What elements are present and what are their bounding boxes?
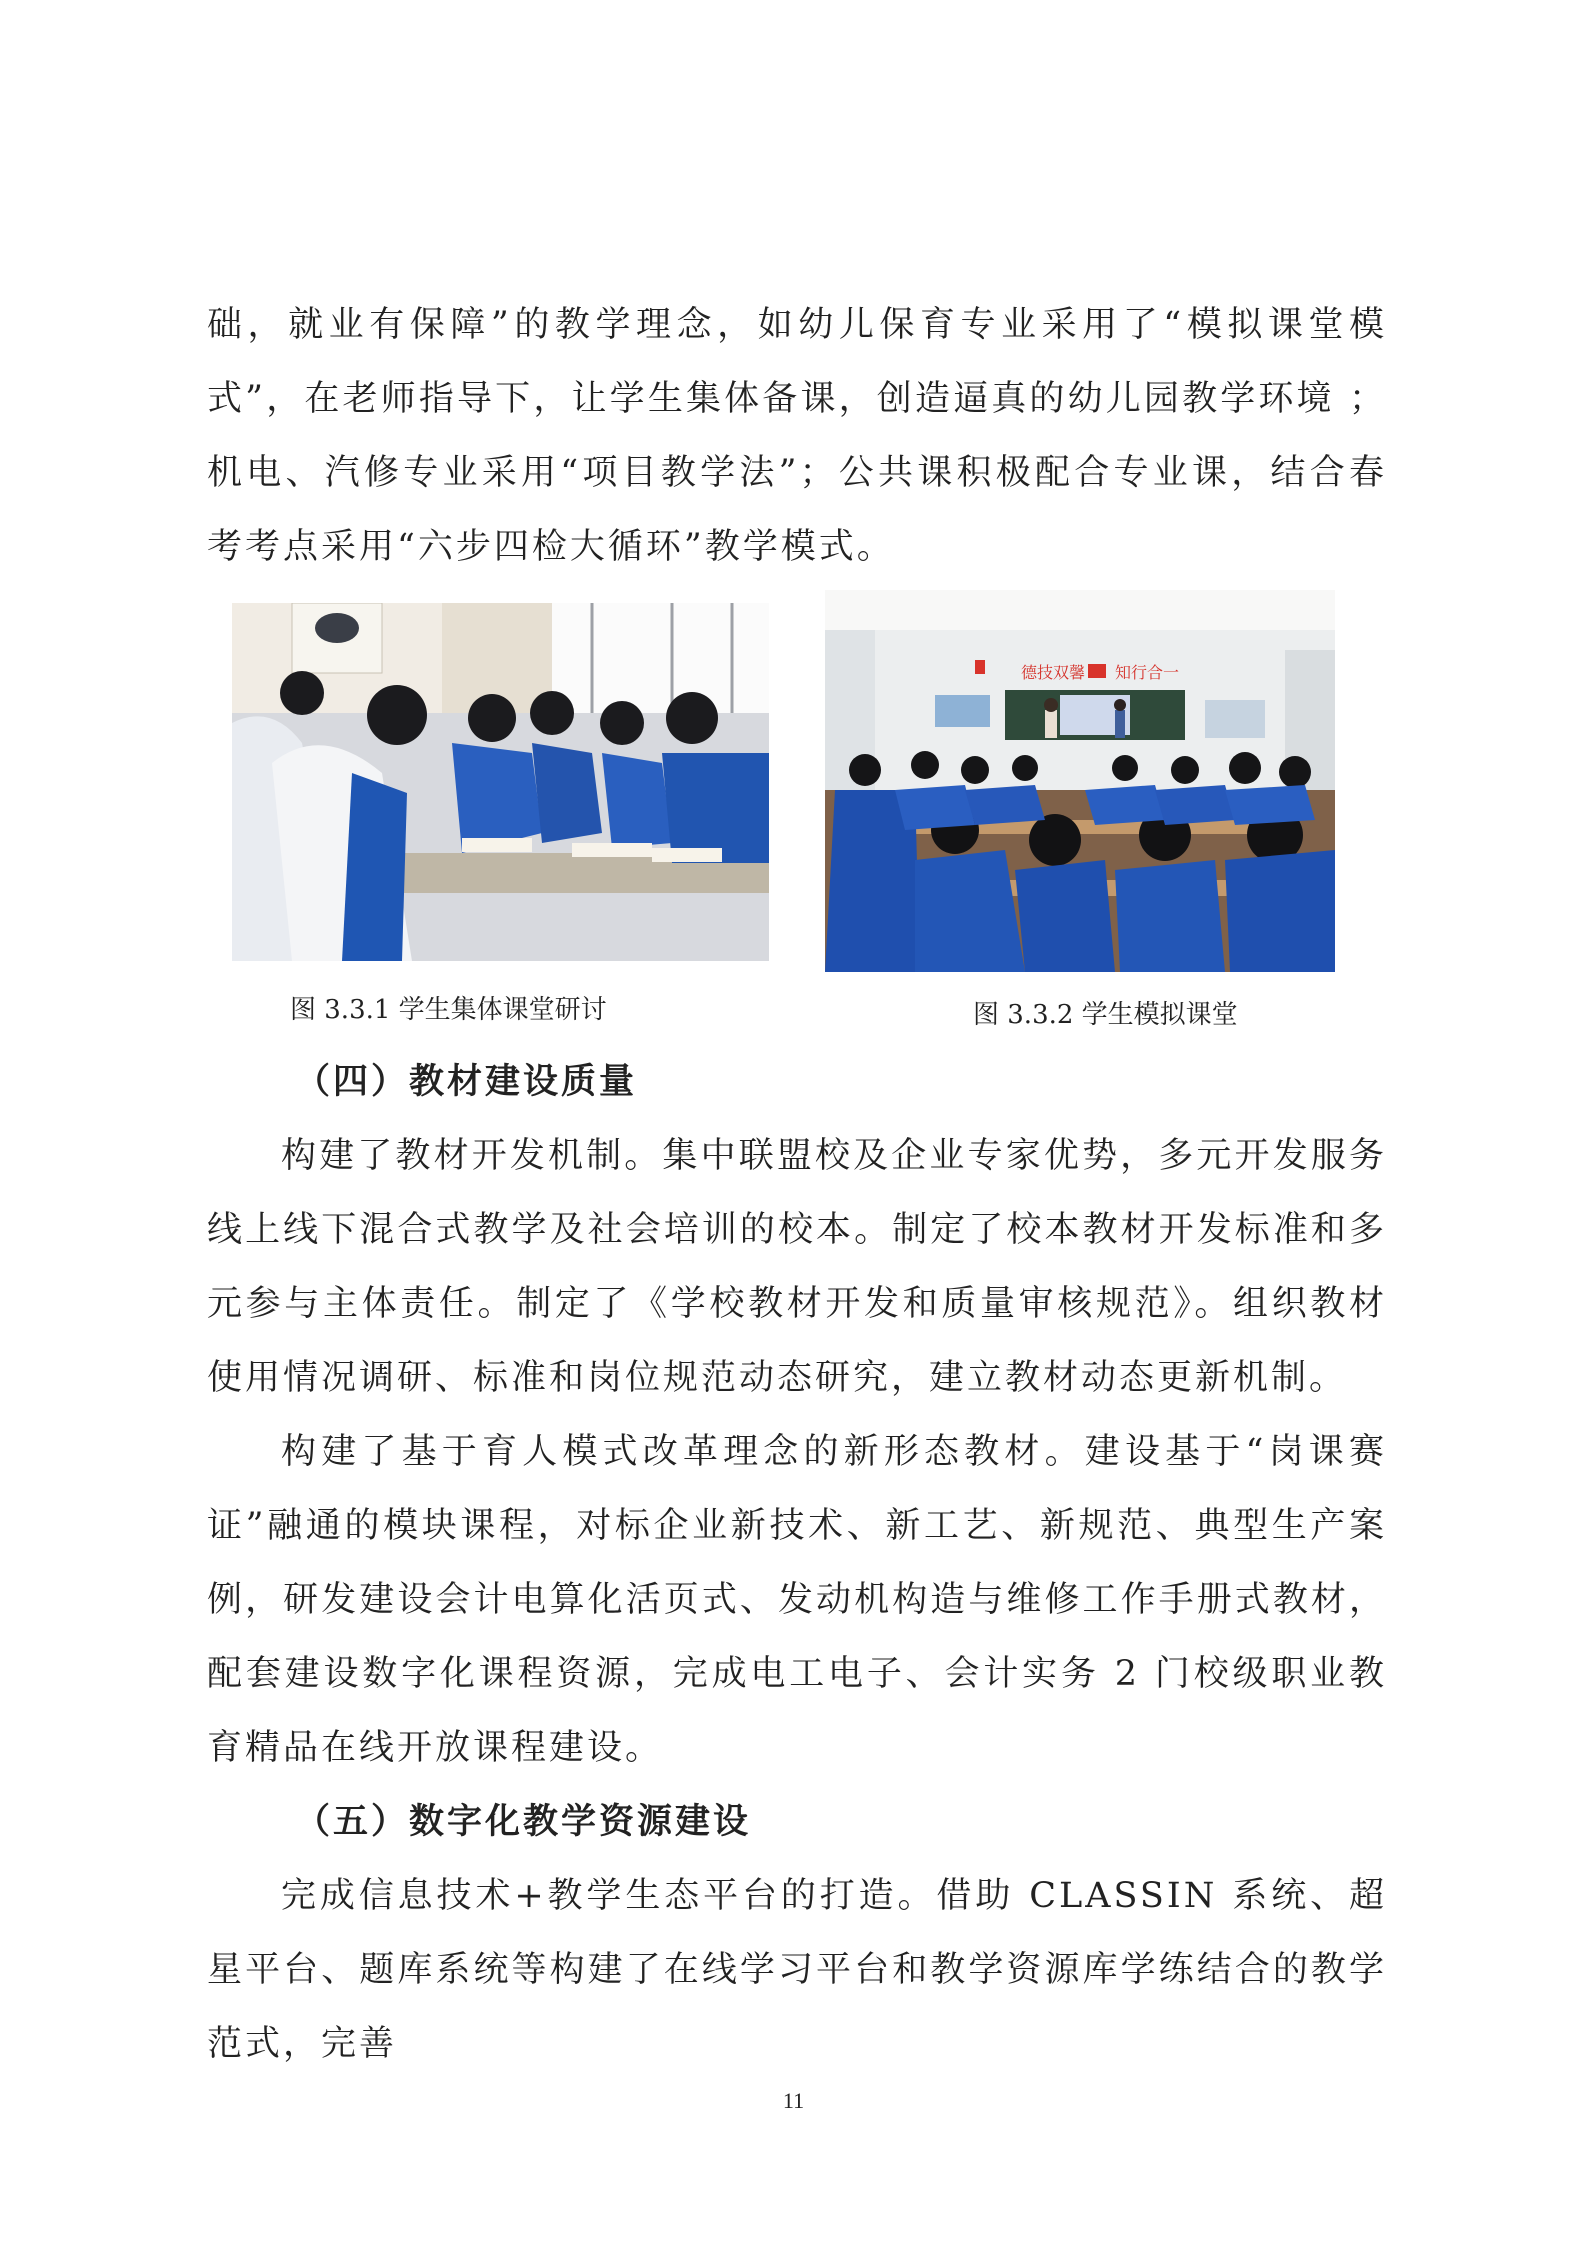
section-4-heading: （四）教材建设质量 bbox=[295, 1061, 638, 1102]
figure-caption-1: 图 3.3.1 学生集体课堂研讨 bbox=[290, 995, 607, 1025]
sign-right: 知行合一 bbox=[1115, 663, 1180, 682]
simulated-class-illustration bbox=[825, 590, 1335, 972]
students-study-illustration bbox=[232, 603, 769, 961]
page-number: 11 bbox=[782, 2088, 805, 2113]
figure-caption-2: 图 3.3.2 学生模拟课堂 bbox=[973, 1000, 1238, 1030]
section-5-heading: （五）数字化教学资源建设 bbox=[295, 1801, 752, 1842]
sign-left: 德技双馨 bbox=[1021, 663, 1086, 682]
simulated-classroom-photo bbox=[825, 590, 1335, 972]
section-4-paragraph-1: 构建了教材开发机制。集中联盟校及企业专家优势，多元开发服务线上线下混合式教学及社会培训的校本。制定了校本教材开发标准和多元参与主体责任。制定了《学校教材开发和质量审核规范》。组织教材使用情况调研、标准和岗位规范动态研究，建立教材动态更新机制。 bbox=[207, 1136, 1387, 1398]
body-bottom bbox=[207, 1045, 1387, 2081]
section-5-paragraph-1: 完成信息技术+教学生态平台的打造。借助 CLASSIN 系统、超星平台、题库系统等构建了在线学习平台和教学资源库学练结合的教学范式，完善 bbox=[207, 1876, 1387, 2064]
body-top bbox=[207, 288, 1387, 584]
classroom-discussion-photo bbox=[232, 603, 769, 961]
paragraph-intro: 础，就业有保障”的教学理念，如幼儿保育专业采用了“模拟课堂模式”，在老师指导下，让学生集体备课，创造逼真的幼儿园教学环境 ；机电、汽修专业采用“项目教学法”；公共课积极配合专业课，结合春考考点采用“六步四检大循环”教学模式。 bbox=[207, 305, 1387, 567]
section-4-paragraph-2: 构建了基于育人模式改革理念的新形态教材。建设基于“岗课赛证”融通的模块课程，对标企业新技术、新工艺、新规范、典型生产案例，研发建设会计电算化活页式、发动机构造与维修工作手册式教材，配套建设数字化课程资源，完成电工电子、会计实务 2 门校级职业教育精品在线开放课程建设。 bbox=[207, 1432, 1387, 1768]
